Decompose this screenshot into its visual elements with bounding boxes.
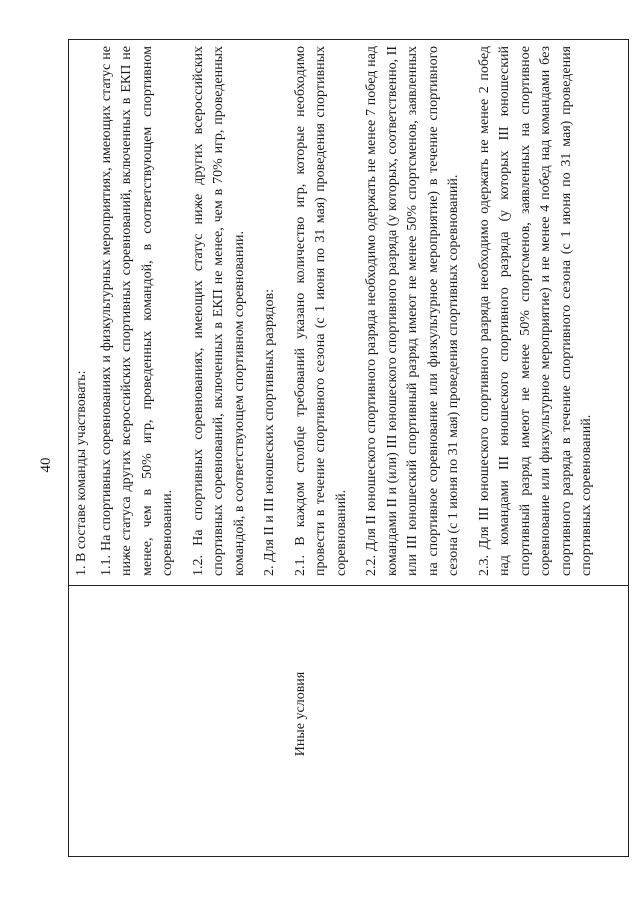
page-number: 40: [38, 457, 54, 473]
conditions-content-cell: [72, 46, 622, 576]
requirements-table: [68, 39, 629, 857]
paragraph-1: 1. В составе команды участвовать:: [74, 370, 89, 576]
column-divider: [69, 585, 628, 586]
row-label-other-conditions: Иные условия: [293, 671, 308, 757]
paragraph-1-1: 1.1. На спортивных соревнованиях и физкультурных мероприятиях, имеющих статус не ниже статуса других всероссийских спортивных соревнований, включенных в ЕКП не менее, чем в 50% игр, проведенных командой, в соответствующем спортивном соревновании.: [98, 46, 175, 576]
paragraph-2-3: 2.3. Для III юношеского спортивного разряда необходимо одержать не менее 2 побед над командами III юношеского спортивного разряда (у которых III юношеский спортивный разряд имеют не менее 50% спортсменов, заявленных на спортивное соревнование или физкультурное мероприятие) и не менее 4 побед над командами без спортивного разряда в течение спортивного сезона (с 1 июня по 31 мая) проведения спортивных соревнований.: [476, 46, 594, 576]
paragraph-1-2: 1.2. На спортивных соревнованиях, имеющих статус ниже других всероссийских спортивных соревнований, включенных в ЕКП не менее, чем в 70% игр, проведенных командой, в соответствующем спортивном соревновании.: [190, 46, 247, 576]
paragraph-2: 2. Для II и III юношеских спортивных разрядов:: [262, 288, 277, 576]
paragraph-2-1: 2.1. В каждом столбце требований указано количество игр, которые необходимо провести в течение спортивного сезона (с 1 июня по 31 мая) проведения спортивных соревнований.: [292, 46, 349, 576]
paragraph-2-2: 2.2. Для II юношеского спортивного разряда необходимо одержать не менее 7 побед над командами II и (или) III юношеского спортивного разряда (у которых, соответственно, II или III юношеский спортивный разряд имеют не менее 50% спортсменов, заявленных на спортивное соревнование или физкультурное мероприятие) в течение спортивного сезона (с 1 июня по 31 мая) проведения спортивных соревнований.: [364, 46, 461, 576]
